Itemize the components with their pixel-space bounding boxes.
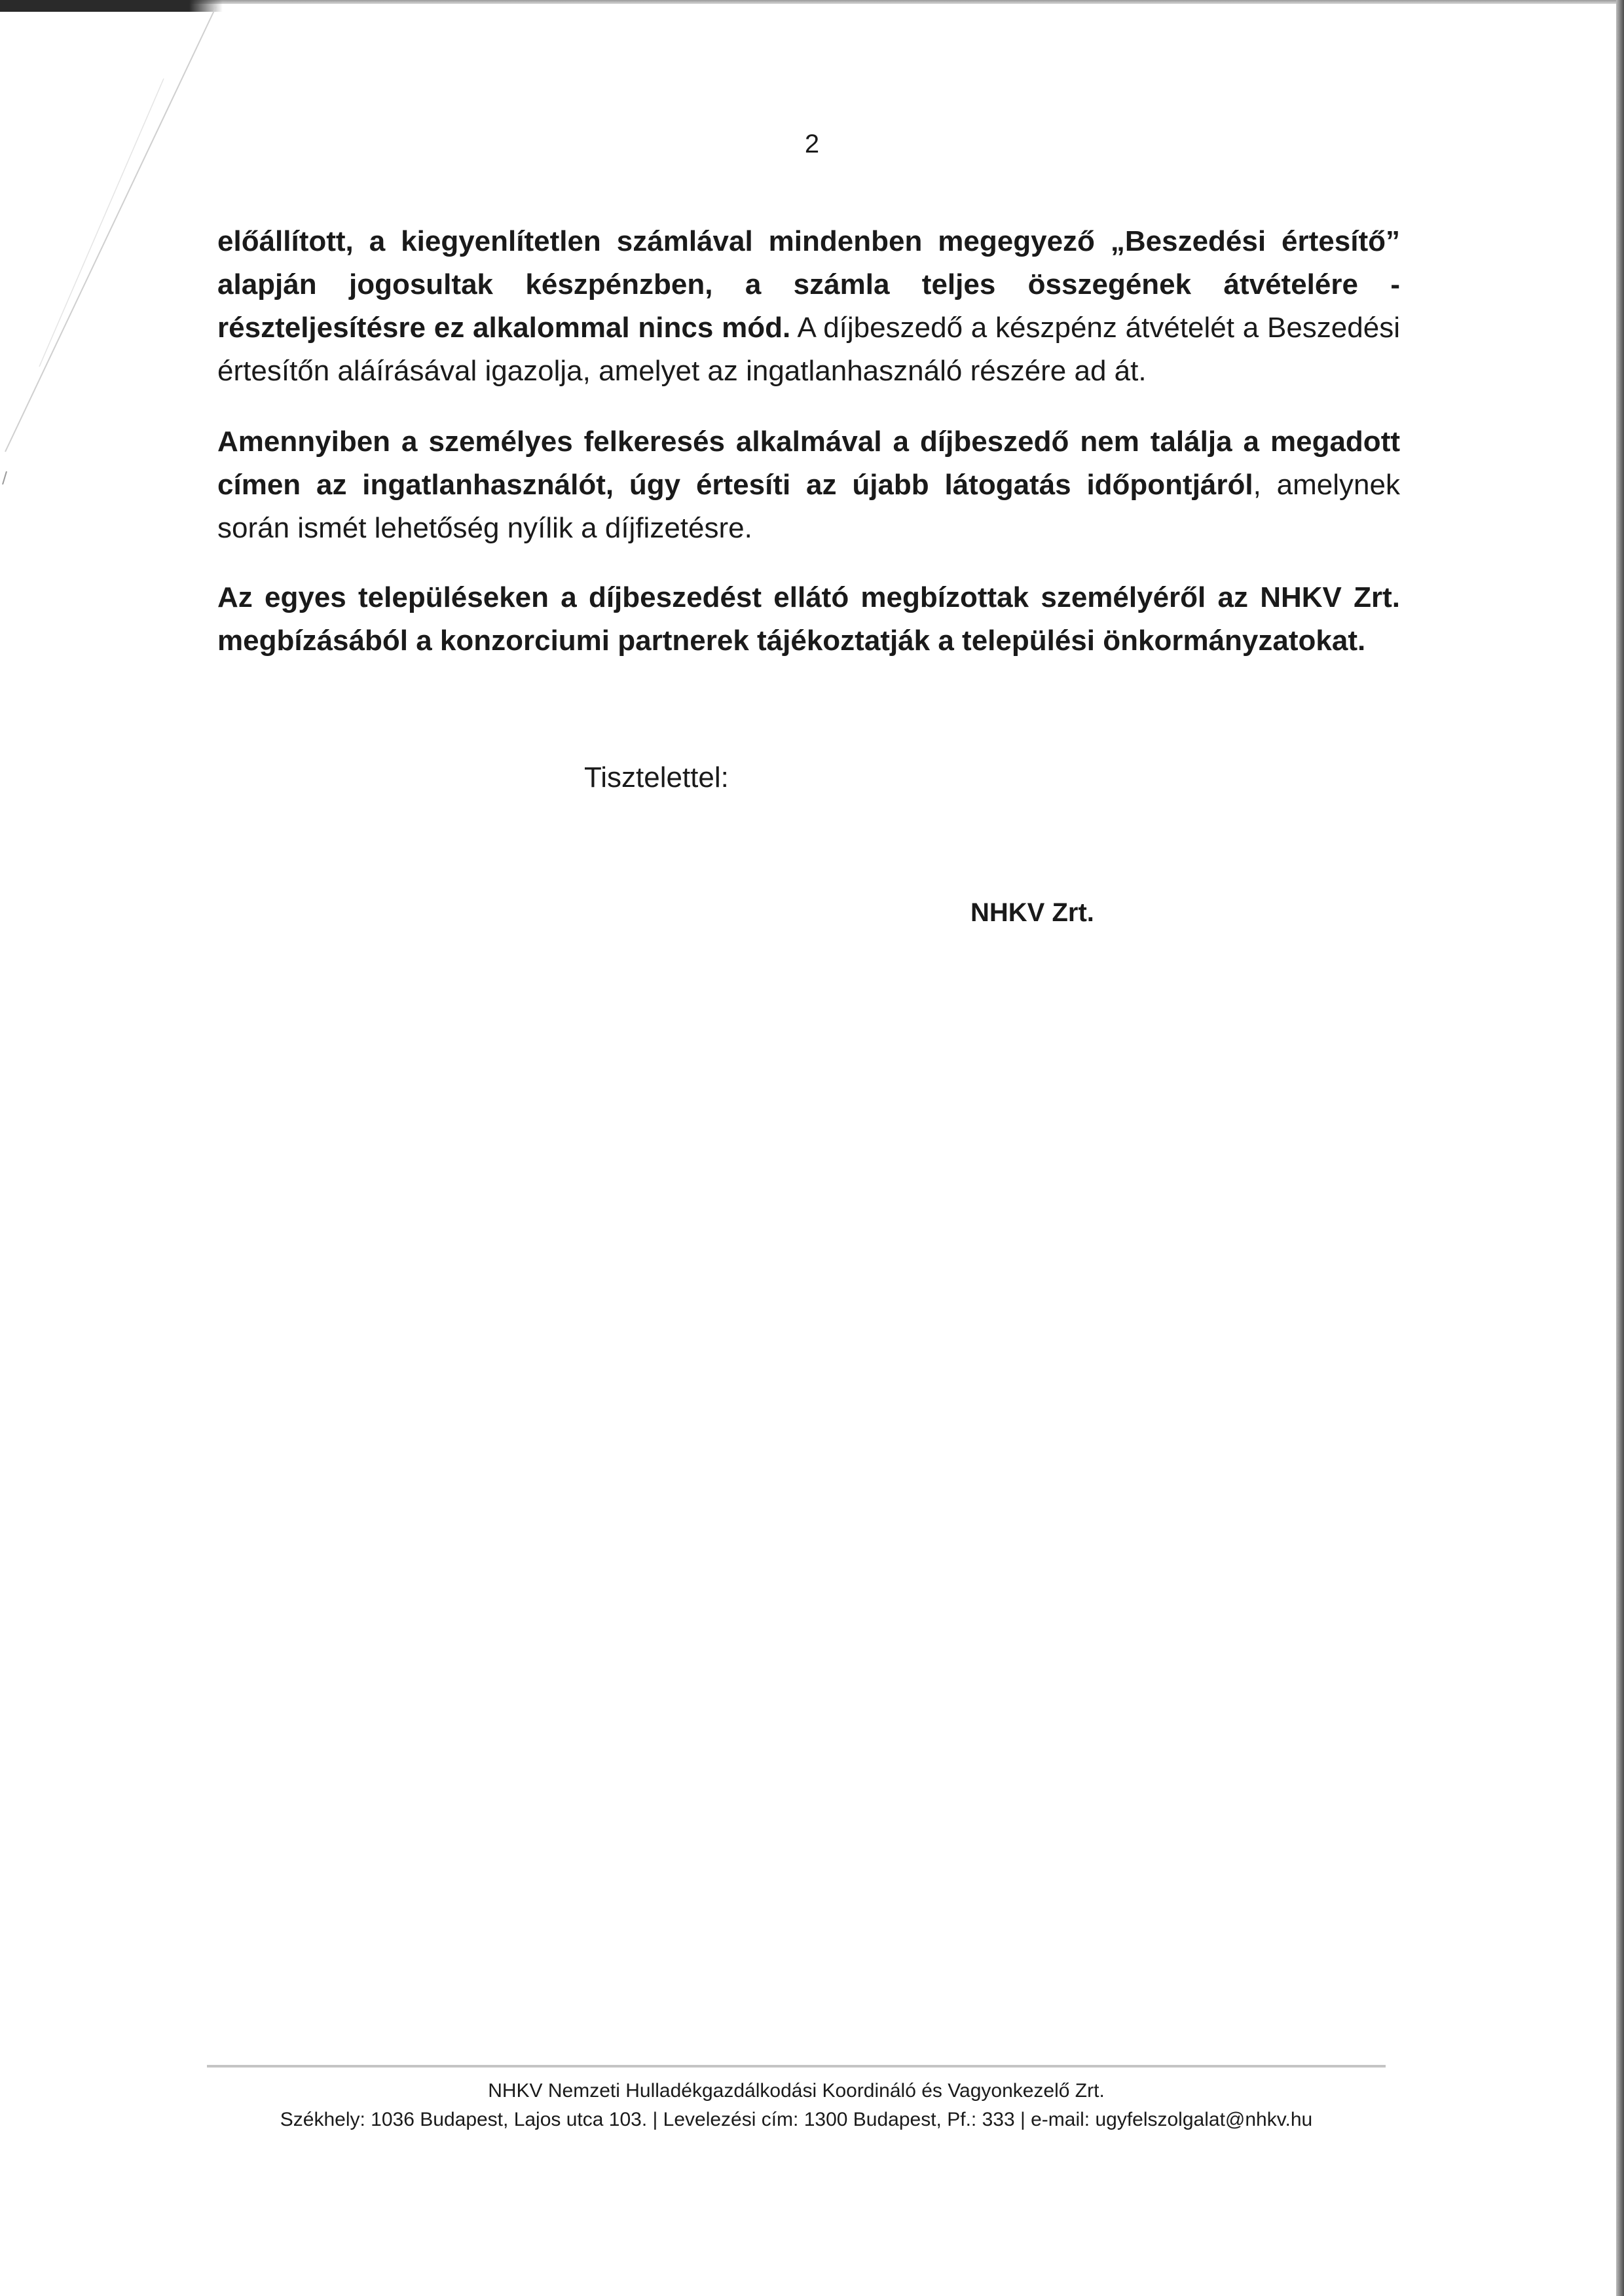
paragraph-payment-collection — [217, 220, 1400, 393]
paragraph-agents — [217, 576, 1400, 663]
signature-company: NHKV Zrt. — [970, 898, 1094, 927]
page-number: 2 — [804, 130, 820, 158]
paragraph-bold-text: Az egyes településeken a díjbeszedést ellátó megbízottak személyéről az NHKV Zrt. megbízásából a konzorciumi partnerek tájékoztatják a települési önkormányzatokat. — [217, 581, 1400, 657]
paragraph-bold-text: Amennyiben a személyes felkeresés alkalmával a díjbeszedő nem találja a megadott címen az ingatlanhasználót, úgy értesíti az újabb látogatás időpontjáról — [217, 426, 1400, 501]
footer-contact-info: Székhely: 1036 Budapest, Lajos utca 103. | Levelezési cím: 1300 Budapest, Pf.: 333 | e-mail: ugyfelszolgalat@nhkv.hu — [280, 2109, 1313, 2130]
closing-salutation: Tisztelettel: — [584, 761, 729, 793]
footer-company-name: NHKV Nemzeti Hulladékgazdálkodási Koordináló és Vagyonkezelő Zrt. — [488, 2080, 1105, 2102]
footer-divider — [207, 2065, 1386, 2068]
paragraph-revisit — [217, 420, 1400, 550]
paragraph-normal-text: A díjbeszedő a készpénz átvételét a Beszedési értesítőn aláírásával igazolja, amelyet az ingatlanhasználó részére ad át. — [217, 312, 1400, 387]
paragraph-normal-text: , amelynek során ismét lehetőség nyílik a díjfizetésre. — [217, 469, 1400, 544]
scan-right-edge — [1616, 0, 1624, 2296]
scan-fold-line — [0, 0, 223, 484]
scan-top-edge — [0, 0, 1624, 4]
paragraph-bold-text: előállított, a kiegyenlítetlen számlával mindenben megegyező „Beszedési értesítő” alapján jogosultak készpénzben, a számla teljes összegének átvételére - részteljesítésre ez alkalommal nincs mód. — [217, 225, 1400, 344]
footer — [207, 2077, 1386, 2134]
